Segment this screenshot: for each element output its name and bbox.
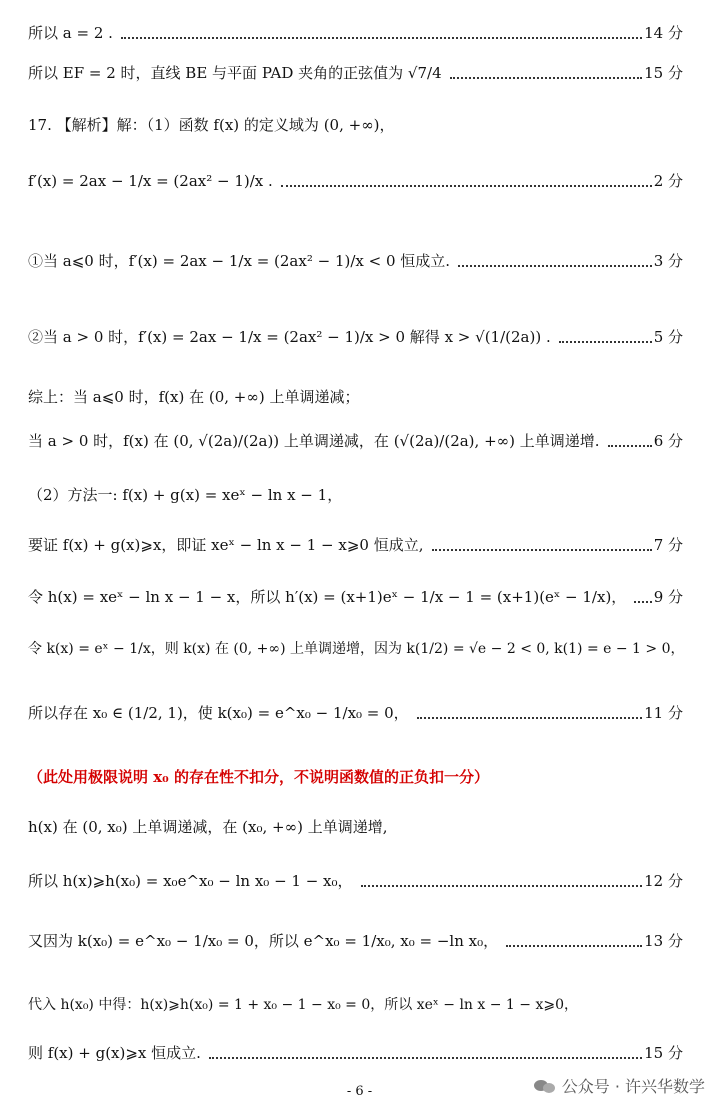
page-number: - 6 - (346, 1084, 373, 1099)
line-6 (28, 326, 683, 347)
line-14-note (28, 766, 683, 787)
line-15 (28, 816, 683, 837)
line-17-score: 13 分 (644, 932, 683, 950)
line-11-text: 令 h(x) = xeˣ − ln x − 1 − x，所以 h′(x) = (x+1)eˣ − 1/x − 1 = (x+1)(eˣ − 1/x)， (28, 588, 627, 606)
line-8-score: 6 分 (653, 432, 683, 450)
line-19-text: 则 f(x) + g(x)⩾x 恒成立. (28, 1044, 201, 1062)
leader-dots (608, 445, 652, 447)
line-13-text: 所以存在 x₀ ∈ (1/2, 1)，使 k(x₀) = e^x₀ − 1/x₀ = 0， (28, 704, 409, 722)
leader-dots (121, 37, 642, 39)
line-19 (28, 1042, 683, 1063)
leader-dots (559, 341, 652, 343)
leader-dots (634, 601, 651, 603)
line-2 (28, 62, 683, 83)
line-1-score: 14 分 (644, 24, 683, 42)
line-19-score: 15 分 (644, 1044, 683, 1062)
line-2-score: 15 分 (644, 64, 683, 82)
line-16-text: 所以 h(x)⩾h(x₀) = x₀e^x₀ − ln x₀ − 1 − x₀， (28, 872, 353, 890)
line-6-text: ②当 a > 0 时，f′(x) = 2ax − 1/x = (2ax² − 1)/x > 0 解得 x > √(1/(2a)) . (28, 328, 551, 346)
line-18-text: 代入 h(x₀) 中得：h(x)⩾h(x₀) = 1 + x₀ − 1 − x₀ = 0，所以 xeˣ − ln x − 1 − x⩾0， (28, 997, 578, 1013)
line-10-score: 7 分 (653, 536, 683, 554)
line-1-text: 所以 a = 2 . (28, 24, 113, 42)
line-4-score: 2 分 (653, 172, 683, 190)
line-14-text: （此处用极限说明 x₀ 的存在性不扣分，不说明函数值的正负扣一分） (28, 768, 489, 786)
watermark-text: 公众号 · 许兴华数学 (561, 1077, 705, 1096)
leader-dots (209, 1057, 642, 1059)
line-4 (28, 170, 683, 191)
line-9-text: （2）方法一: f(x) + g(x) = xeˣ − ln x − 1， (28, 486, 343, 504)
line-13-score: 11 分 (644, 704, 683, 722)
line-11 (28, 586, 683, 607)
line-10-text: 要证 f(x) + g(x)⩾x，即证 xeˣ − ln x − 1 − x⩾0 恒成立, (28, 536, 424, 554)
line-9 (28, 484, 683, 505)
line-1 (28, 22, 683, 43)
wechat-icon (534, 1078, 556, 1094)
line-5-score: 3 分 (653, 252, 683, 270)
line-12-text: 令 k(x) = eˣ − 1/x，则 k(x) 在 (0, +∞) 上单调递增，因为 k(1/2) = √e − 2 < 0, k(1) = e − 1 > 0， (28, 641, 685, 657)
leader-dots (417, 717, 642, 719)
line-5 (28, 250, 683, 271)
line-17 (28, 930, 683, 951)
leader-dots (432, 549, 652, 551)
line-16-score: 12 分 (644, 872, 683, 890)
line-12 (28, 638, 683, 658)
line-2-text: 所以 EF = 2 时，直线 BE 与平面 PAD 夹角的正弦值为 √7/4 (28, 64, 442, 82)
line-17-text: 又因为 k(x₀) = e^x₀ − 1/x₀ = 0，所以 e^x₀ = 1/x₀, x₀ = −ln x₀， (28, 932, 499, 950)
leader-dots (450, 77, 643, 79)
line-4-text: f′(x) = 2ax − 1/x = (2ax² − 1)/x . (28, 171, 273, 190)
line-10 (28, 534, 683, 555)
line-7-text: 综上：当 a⩽0 时，f(x) 在 (0, +∞) 上单调递减； (28, 388, 360, 406)
line-11-score: 9 分 (653, 588, 683, 606)
line-13 (28, 702, 683, 723)
watermark (534, 1074, 705, 1097)
line-16 (28, 870, 683, 891)
line-7 (28, 386, 683, 407)
leader-dots (458, 265, 652, 267)
leader-dots (361, 885, 643, 887)
line-3-text: 17. 【解析】解：（1）函数 f(x) 的定义域为 (0, +∞)， (28, 116, 395, 134)
leader-dots (281, 185, 652, 187)
line-15-text: h(x) 在 (0, x₀) 上单调递减，在 (x₀, +∞) 上单调递增, (28, 818, 388, 836)
line-3 (28, 114, 683, 135)
line-5-text: ①当 a⩽0 时，f′(x) = 2ax − 1/x = (2ax² − 1)/x < 0 恒成立. (28, 252, 451, 270)
line-6-score: 5 分 (653, 328, 683, 346)
leader-dots (506, 945, 642, 947)
line-18 (28, 994, 683, 1014)
line-8 (28, 430, 683, 451)
line-8-text: 当 a > 0 时，f(x) 在 (0, √(2a)/(2a)) 上单调递减，在 (√(2a)/(2a), +∞) 上单调递增. (28, 432, 600, 450)
